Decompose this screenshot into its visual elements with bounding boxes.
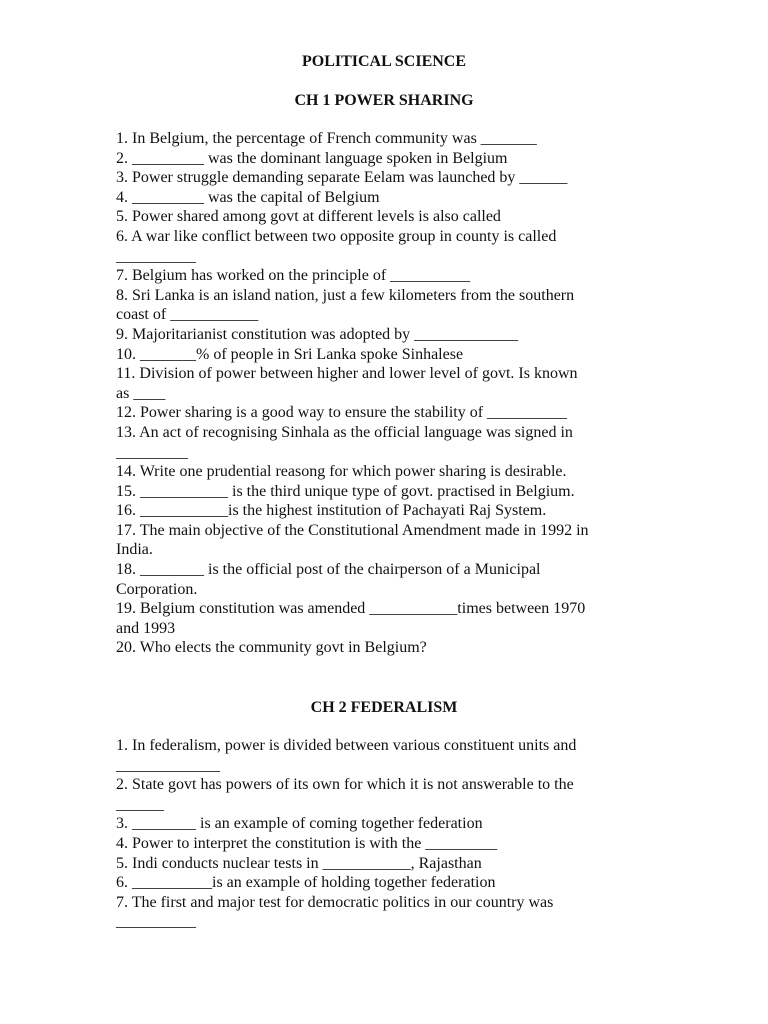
question-item: 6. A war like conflict between two opposite group in county is called __________: [116, 227, 557, 265]
question-item: 15. ___________ is the third unique type of govt. practised in Belgium.: [116, 482, 575, 500]
question-item: 11. Division of power between higher and lower level of govt. Is known as ____: [116, 365, 578, 402]
chapter-2-question-list: [116, 736, 652, 932]
question-item: 5. Power shared among govt at different levels is also called: [116, 208, 501, 226]
question-item: 5. Indi conducts nuclear tests in ___________, Rajasthan: [116, 854, 482, 872]
question-item: 18. ________ is the official post of the chairperson of a Municipal Corporation.: [116, 561, 541, 598]
question-item: 7. The first and major test for democratic politics in our country was __________: [116, 893, 554, 931]
question-item: 1. In federalism, power is divided between various constituent units and _____________: [116, 737, 577, 774]
question-item: 16. ___________is the highest institution of Pachayati Raj System.: [116, 502, 547, 520]
question-item: 7. Belgium has worked on the principle of __________: [116, 267, 471, 285]
question-item: 17. The main objective of the Constitutional Amendment made in 1992 in India.: [116, 521, 589, 559]
question-item: 10. _______% of people in Sri Lanka spoke Sinhalese: [116, 345, 464, 363]
question-item: 3. Power struggle demanding separate Eelam was launched by ______: [116, 169, 568, 187]
question-item: 8. Sri Lanka is an island nation, just a few kilometers from the southern coast of ___________: [116, 286, 575, 324]
document-title: POLITICAL SCIENCE: [301, 53, 467, 70]
question-item: 12. Power sharing is a good way to ensure the stability of __________: [116, 404, 568, 422]
question-item: 9. Majoritarianist constitution was adopted by _____________: [116, 325, 519, 343]
question-item: 6. __________is an example of holding together federation: [116, 874, 496, 892]
question-item: 2. _________ was the dominant language spoken in Belgium: [116, 149, 508, 167]
question-item: 3. ________ is an example of coming together federation: [116, 815, 483, 833]
question-item: 19. Belgium constitution was amended ___________times between 1970 and 1993: [116, 600, 586, 637]
chapter-1-question-list: [116, 129, 652, 658]
chapter-1-heading: CH 1 POWER SHARING: [294, 92, 474, 109]
question-item: 4. _________ was the capital of Belgium: [116, 188, 380, 206]
question-item: 13. An act of recognising Sinhala as the official language was signed in _________: [116, 423, 573, 461]
question-item: 2. State govt has powers of its own for which it is not answerable to the ______: [116, 776, 574, 813]
chapter-2-heading: CH 2 FEDERALISM: [310, 699, 458, 716]
question-item: 20. Who elects the community govt in Belgium?: [116, 639, 427, 657]
question-item: 4. Power to interpret the constitution is with the _________: [116, 834, 498, 852]
question-item: 1. In Belgium, the percentage of French community was _______: [116, 130, 537, 147]
question-item: 14. Write one prudential reasong for which power sharing is desirable.: [116, 463, 567, 481]
